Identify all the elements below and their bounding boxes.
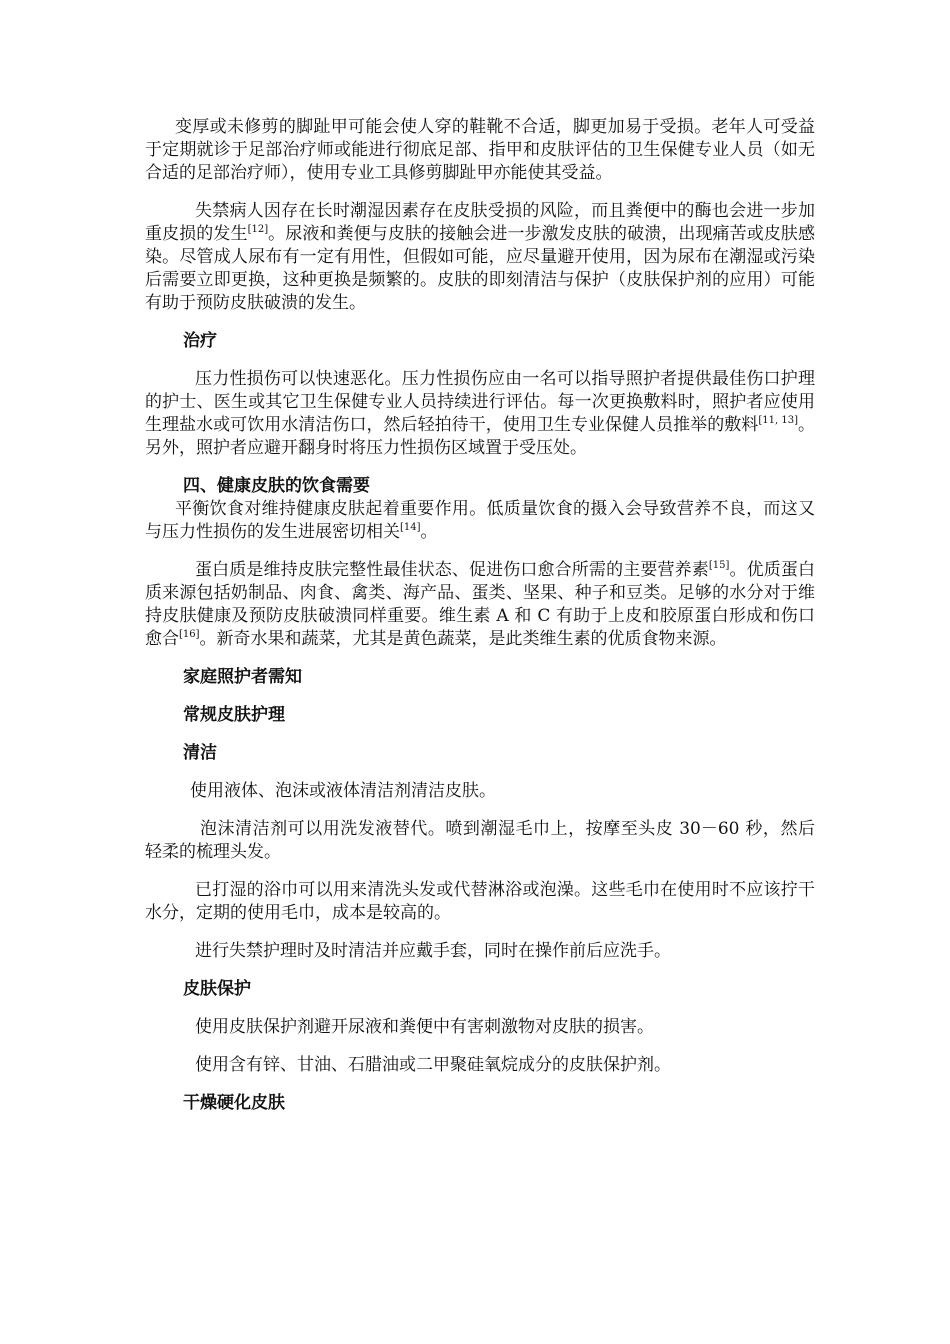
paragraph-text: 失禁病人因存在长时潮湿因素存在皮肤受损的风险，而且粪便中的酶也会进一步加重皮损的发生 <box>145 201 815 244</box>
heading-cleaning: 清洁 <box>183 743 217 763</box>
heading-skin-protection: 皮肤保护 <box>183 979 251 999</box>
heading-treatment: 治疗 <box>183 331 217 351</box>
paragraph-text: 。尿液和粪便与皮肤的接触会进一步激发皮肤的破溃，出现痛苦或皮肤感染。尽管成人尿布有一定有用性，但假如可能，应尽量避开使用，因为尿布在潮湿或污染后需要立即更换，这种更换是频繁的。皮肤的即刻清洁与保护（皮肤保护剂的应用）可能有助于预防皮肤破溃的发生。 <box>145 224 816 313</box>
citation: [12] <box>247 224 269 235</box>
paragraph-foam-cleanser: 泡沫清洁剂可以用洗发液替代。喷到潮湿毛巾上，按摩至头皮 30－60 秒，然后轻柔的梳理头发。 <box>145 819 815 862</box>
paragraph-text: 蛋白质是维持皮肤完整性最佳状态、促进伤口愈合所需的主要营养素 <box>195 560 709 580</box>
paragraph-protectant-ingredients: 使用含有锌、甘油、石腊油或二甲聚硅氧烷成分的皮肤保护剂。 <box>195 1055 671 1075</box>
document-page <box>145 116 815 1115</box>
paragraph-protein <box>145 559 815 651</box>
paragraph-wet-towel: 已打湿的浴巾可以用来清洗头发或代替淋浴或泡澡。这些毛巾在使用时不应该拧干水分，定期的使用毛巾，成本是较高的。 <box>145 880 815 923</box>
paragraph-toenail: 变厚或未修剪的脚趾甲可能会使人穿的鞋靴不合适，脚更加易于受损。老年人可受益于定期就诊于足部治疗师或能进行彻底足部、指甲和皮肤评估的卫生保健专业人员（如无合适的足部治疗师），使用专业工具修剪脚趾甲亦能使其受益。 <box>145 117 815 183</box>
heading-routine-skin-care: 常规皮肤护理 <box>183 705 285 725</box>
paragraph-text: 平衡饮食对维持健康皮肤起着重要作用。低质量饮食的摄入会导致营养不良，而这又与压力性损伤的发生进展密切相关 <box>145 499 815 542</box>
paragraph-incontinence-care: 进行失禁护理时及时清洁并应戴手套，同时在操作前后应洗手。 <box>195 941 671 961</box>
heading-family-caregivers: 家庭照护者需知 <box>183 667 302 687</box>
paragraph-text: 压力性损伤可以快速恶化。压力性损伤应由一名可以指导照护者提供最佳伤口护理的护士、医生或其它卫生保健专业人员持续进行评估。每一次更换敷料时，照护者应使用生理盐水或可饮用水清洁伤口，然后轻拍待干，使用卫生专业保健人员推举的敷料 <box>145 369 815 435</box>
paragraph-treatment <box>145 368 815 460</box>
paragraph-text: 。新奇水果和蔬菜，尤其是黄色蔬菜，是此类维生素的优质食物来源。 <box>199 629 727 649</box>
paragraph-diet <box>145 498 815 544</box>
heading-dry-skin: 干燥硬化皮肤 <box>183 1093 285 1113</box>
paragraph-incontinence <box>145 200 815 315</box>
paragraph-text: 。另外，照护者应避开翻身时将压力性损伤区域置于受压处。 <box>145 415 816 458</box>
citation: [15] <box>708 560 730 571</box>
paragraph-text: 。优质蛋白质来源包括奶制品、肉食、禽类、海产品、蛋类、坚果、种子和豆类。足够的水分对于维持皮肤健康及预防皮肤破溃同样重要。维生素 A 和 C 有助于上皮和胶原蛋白形成和伤口愈合 <box>145 560 816 649</box>
paragraph-protectant: 使用皮肤保护剂避开尿液和粪便中有害刺激物对皮肤的损害。 <box>195 1017 654 1037</box>
paragraph-text: 。 <box>420 522 438 542</box>
citation: [11, 13] <box>758 415 798 426</box>
citation: [16] <box>179 629 200 640</box>
paragraph-cleanser: 使用液体、泡沫或液体清洁剂清洁皮肤。 <box>190 781 496 801</box>
citation: [14] <box>400 522 421 533</box>
heading-diet: 四、健康皮肤的饮食需要 <box>183 476 370 496</box>
